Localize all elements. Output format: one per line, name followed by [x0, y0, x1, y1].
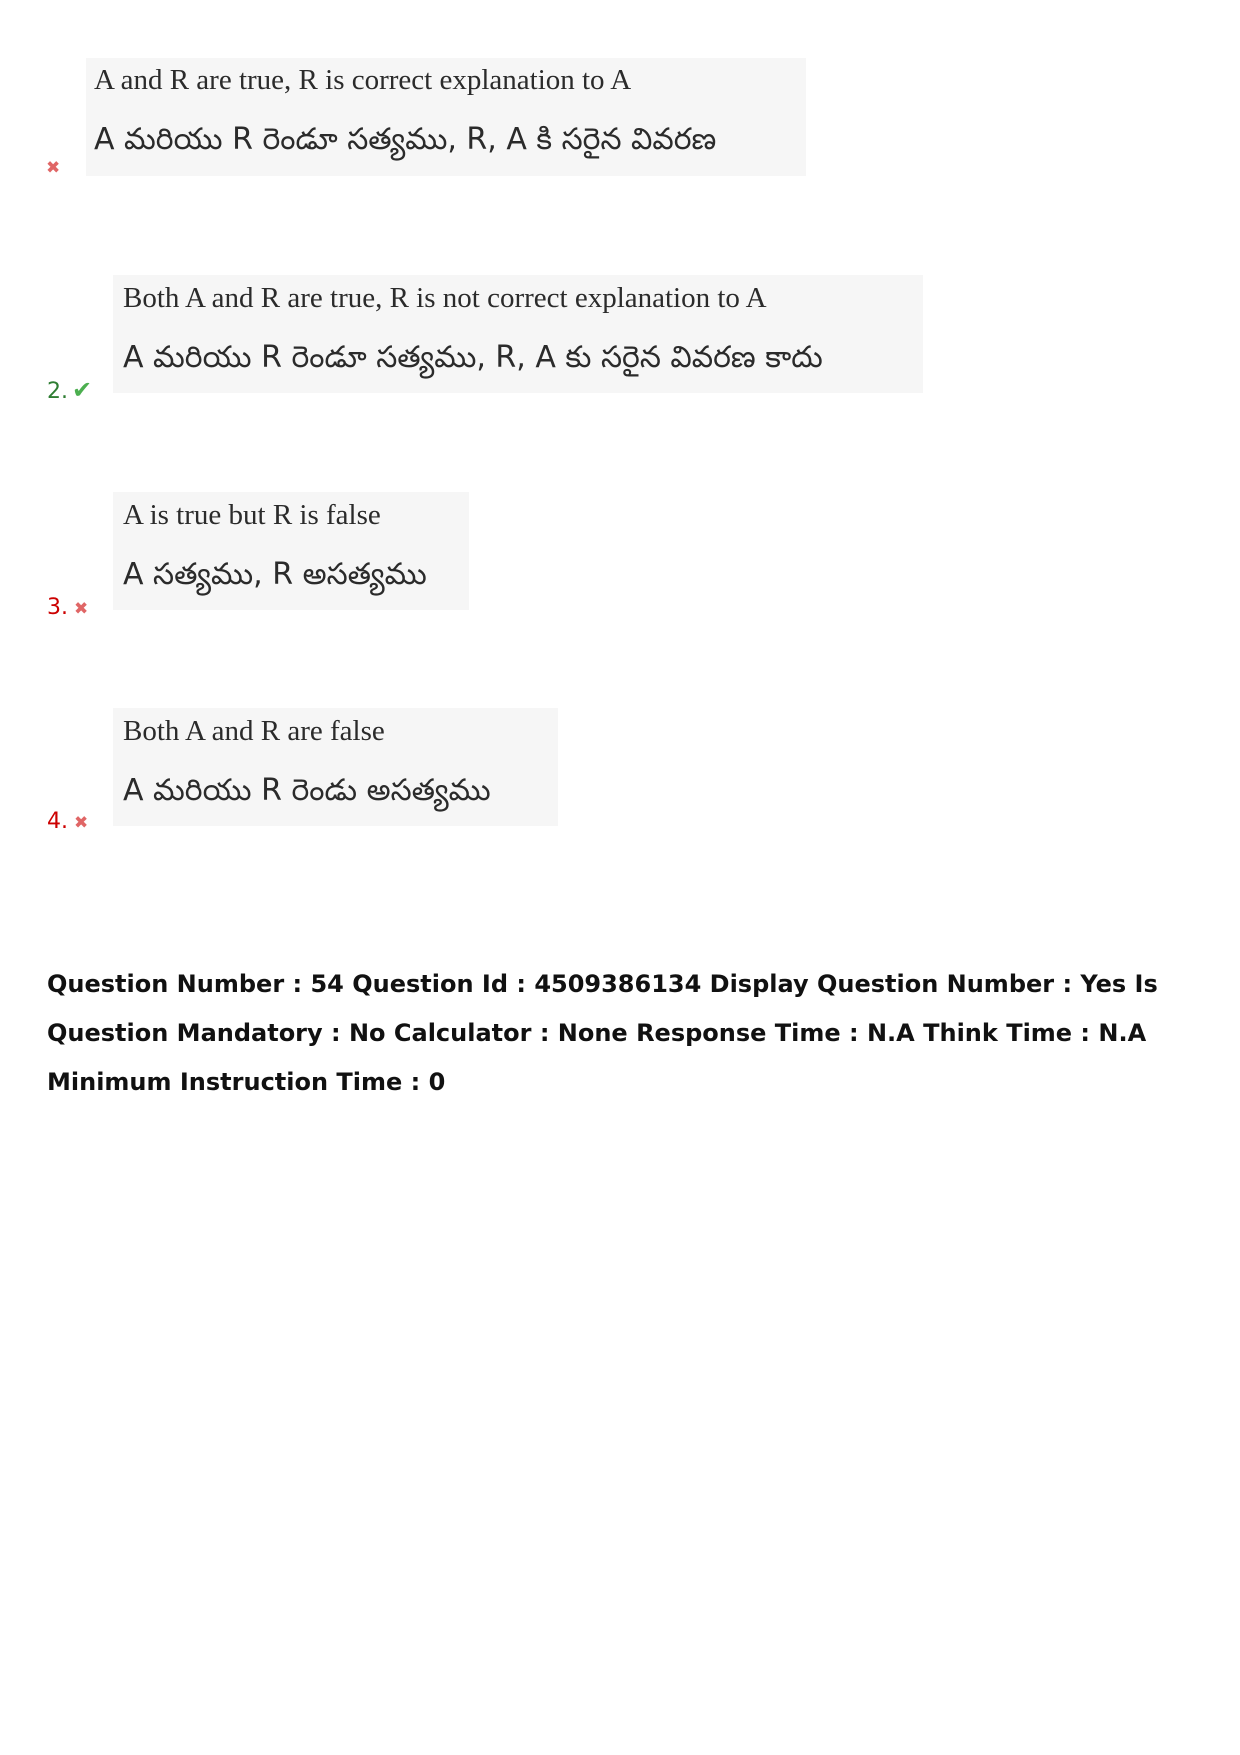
option-2-marker — [47, 377, 92, 405]
option-1-english-text: A and R are true, R is correct explanation to A — [94, 64, 632, 96]
option-4-marker — [47, 809, 88, 836]
option-2-number: 2. — [47, 379, 68, 404]
option-4-number: 4. — [47, 809, 68, 834]
option-2-image — [113, 275, 923, 393]
option-3-image — [113, 492, 469, 610]
option-3-telugu-text: A సత్యము, R అసత్యము — [123, 557, 427, 592]
cross-icon: ✖ — [46, 158, 61, 178]
option-1-telugu-text: A మరియు R రెండూ సత్యము, R, A కి సరైన వివరణ — [94, 122, 717, 157]
option-4-english-text: Both A and R are false — [123, 715, 385, 747]
option-1-marker — [46, 154, 60, 181]
option-2-english-text: Both A and R are true, R is not correct explanation to A — [123, 282, 767, 314]
option-4-image — [113, 708, 558, 826]
option-1-image — [86, 58, 806, 176]
option-4-telugu-text: A మరియు R రెండు అసత్యము — [123, 773, 491, 808]
option-3-english-text: A is true but R is false — [123, 499, 381, 531]
option-2-telugu-text: A మరియు R రెండూ సత్యము, R, A కు సరైన వివరణ కాదు — [123, 340, 823, 375]
question-metadata: Question Number : 54 Question Id : 4509386134 Display Question Number : Yes Is Question Mandatory : No Calculator : None Response Time : N.A Think Time : N.A Minimum Instruction Time : 0 — [47, 970, 1158, 1096]
check-icon: ✔ — [72, 376, 93, 404]
cross-icon: ✖ — [74, 599, 89, 619]
option-3-number: 3. — [47, 595, 68, 620]
option-3-marker — [47, 595, 88, 622]
cross-icon: ✖ — [74, 813, 89, 833]
